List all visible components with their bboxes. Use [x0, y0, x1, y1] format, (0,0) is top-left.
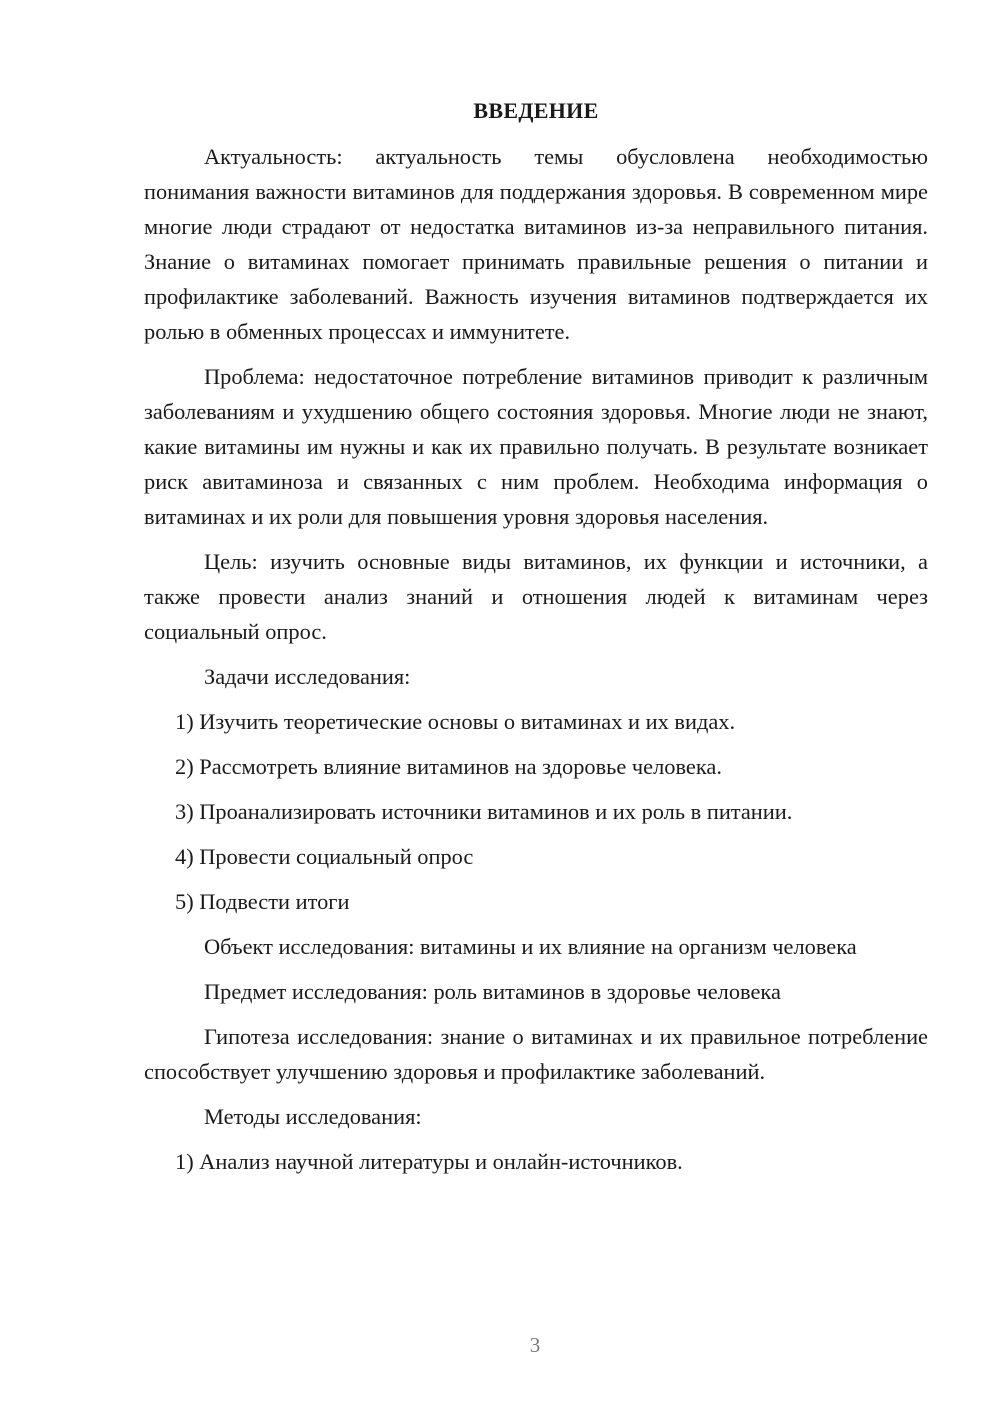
- hypothesis-paragraph: Гипотеза исследования: знание о витаминах и их правильное потребление способствует улучшению здоровья и профилактике заболеваний.: [144, 1024, 928, 1084]
- methods-list: [144, 1144, 928, 1179]
- task-item: 2) Рассмотреть влияние витаминов на здоровье человека.: [175, 754, 722, 779]
- problem-paragraph: Проблема: недостаточное потребление витаминов приводит к различным заболеваниям и ухудшению общего состояния здоровья. Многие люди не знают, какие витамины им нужны и как их правильно получать. В результате возникает риск авитаминоза и связанных с ним проблем. Необходима информация о витаминах и их роли для повышения уровня здоровья населения.: [144, 364, 928, 529]
- tasks-list: [144, 704, 928, 919]
- page-number: 3: [529, 1333, 541, 1357]
- object-line: Объект исследования: витамины и их влияние на организм человека: [204, 934, 857, 959]
- methods-heading: Методы исследования:: [204, 1104, 422, 1129]
- task-item: 1) Изучить теоретические основы о витаминах и их видах.: [175, 709, 736, 734]
- task-item: 5) Подвести итоги: [175, 889, 350, 914]
- page-content: [144, 96, 928, 1189]
- tasks-heading: Задачи исследования:: [204, 664, 411, 689]
- subject-line: Предмет исследования: роль витаминов в здоровье человека: [204, 979, 781, 1004]
- goal-paragraph: Цель: изучить основные виды витаминов, их функции и источники, а также провести анализ знаний и отношения людей к витаминам через социальный опрос.: [144, 549, 928, 644]
- method-item: 1) Анализ научной литературы и онлайн-источников.: [175, 1149, 683, 1174]
- task-item: 3) Проанализировать источники витаминов и их роль в питании.: [175, 799, 793, 824]
- page-title: ВВЕДЕНИЕ: [473, 98, 599, 123]
- relevance-paragraph: Актуальность: актуальность темы обусловлена необходимостью понимания важности витаминов для поддержания здоровья. В современном мире многие люди страдают от недостатка витаминов из-за неправильного питания. Знание о витаминах помогает принимать правильные решения о питании и профилактике заболеваний. Важность изучения витаминов подтверждается их ролью в обменных процессах и иммунитете.: [144, 144, 928, 344]
- task-item: 4) Провести социальный опрос: [175, 844, 474, 869]
